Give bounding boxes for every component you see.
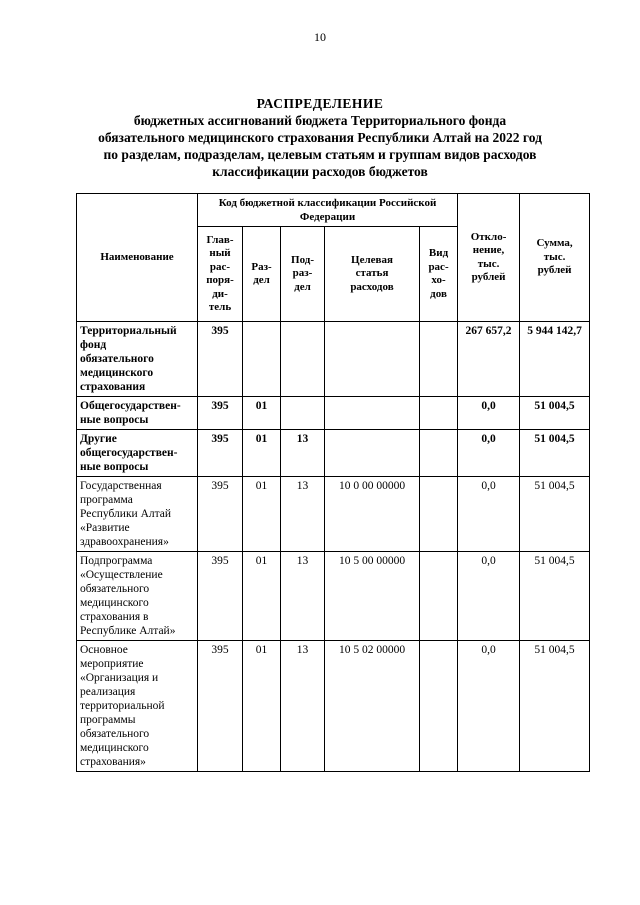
cell-cel: 10 5 02 00000 bbox=[325, 641, 420, 772]
cell-vid bbox=[420, 477, 458, 552]
header-glav: Глав- ный рас- поря- ди- тель bbox=[198, 227, 243, 322]
cell-summa: 51 004,5 bbox=[520, 552, 590, 641]
table-header-row-1 bbox=[77, 194, 590, 227]
table-row bbox=[77, 552, 590, 641]
header-code-group: Код бюджетной классификации Российской Федерации bbox=[198, 194, 458, 227]
cell-cel: 10 0 00 00000 bbox=[325, 477, 420, 552]
header-name: Наименование bbox=[77, 194, 198, 322]
cell-podrazdel: 13 bbox=[281, 477, 325, 552]
cell-glav: 395 bbox=[198, 552, 243, 641]
cell-name: Подпрограмма «Осуществление обязательного медицинского страхования в Республике Алтай» bbox=[77, 552, 198, 641]
cell-name: Общегосударствен- ные вопросы bbox=[77, 397, 198, 430]
header-otkl: Откло- нение, тыс. рублей bbox=[458, 194, 520, 322]
cell-otkl: 0,0 bbox=[458, 477, 520, 552]
cell-cel: 10 5 00 00000 bbox=[325, 552, 420, 641]
heading-line-3: по разделам, подразделам, целевым статьям и группам видов расходов bbox=[103, 147, 537, 162]
cell-glav: 395 bbox=[198, 430, 243, 477]
page-number: 10 bbox=[314, 30, 326, 44]
cell-podrazdel: 13 bbox=[281, 552, 325, 641]
table-row bbox=[77, 322, 590, 397]
cell-otkl: 0,0 bbox=[458, 641, 520, 772]
cell-otkl: 267 657,2 bbox=[458, 322, 520, 397]
cell-otkl: 0,0 bbox=[458, 430, 520, 477]
cell-name: Основное мероприятие «Организация и реализация территориальной программы обязательного медицинского страхования» bbox=[77, 641, 198, 772]
cell-vid bbox=[420, 322, 458, 397]
heading-line-4: классификации расходов бюджетов bbox=[212, 164, 428, 179]
cell-name: Другие общегосударствен- ные вопросы bbox=[77, 430, 198, 477]
budget-table bbox=[76, 193, 590, 772]
cell-cel bbox=[325, 322, 420, 397]
header-vid: Вид рас- хо- дов bbox=[420, 227, 458, 322]
cell-summa: 51 004,5 bbox=[520, 477, 590, 552]
cell-razdel: 01 bbox=[243, 641, 281, 772]
cell-otkl: 0,0 bbox=[458, 397, 520, 430]
cell-glav: 395 bbox=[198, 477, 243, 552]
document-heading bbox=[60, 95, 580, 180]
cell-glav: 395 bbox=[198, 397, 243, 430]
header-summa: Сумма, тыс. рублей bbox=[520, 194, 590, 322]
cell-podrazdel bbox=[281, 322, 325, 397]
table-row bbox=[77, 397, 590, 430]
cell-vid bbox=[420, 430, 458, 477]
cell-podrazdel bbox=[281, 397, 325, 430]
cell-summa: 5 944 142,7 bbox=[520, 322, 590, 397]
cell-glav: 395 bbox=[198, 641, 243, 772]
table-row bbox=[77, 477, 590, 552]
table-row bbox=[77, 641, 590, 772]
table-body bbox=[77, 322, 590, 772]
cell-summa: 51 004,5 bbox=[520, 641, 590, 772]
cell-razdel: 01 bbox=[243, 397, 281, 430]
cell-razdel: 01 bbox=[243, 430, 281, 477]
cell-cel bbox=[325, 430, 420, 477]
cell-vid bbox=[420, 552, 458, 641]
cell-razdel bbox=[243, 322, 281, 397]
cell-name: Территориальный фонд обязательного медицинского страхования bbox=[77, 322, 198, 397]
heading-line-2: обязательного медицинского страхования Республики Алтай на 2022 год bbox=[98, 130, 542, 145]
cell-vid bbox=[420, 397, 458, 430]
cell-glav: 395 bbox=[198, 322, 243, 397]
cell-cel bbox=[325, 397, 420, 430]
heading-title: РАСПРЕДЕЛЕНИЕ bbox=[256, 96, 384, 111]
heading-line-1: бюджетных ассигнований бюджета Территориального фонда bbox=[133, 113, 507, 128]
cell-vid bbox=[420, 641, 458, 772]
cell-razdel: 01 bbox=[243, 552, 281, 641]
header-cel: Целевая статья расходов bbox=[325, 227, 420, 322]
cell-summa: 51 004,5 bbox=[520, 397, 590, 430]
cell-podrazdel: 13 bbox=[281, 641, 325, 772]
header-podrazdel: Под- раз- дел bbox=[281, 227, 325, 322]
cell-name: Государственная программа Республики Алтай «Развитие здравоохранения» bbox=[77, 477, 198, 552]
cell-razdel: 01 bbox=[243, 477, 281, 552]
cell-podrazdel: 13 bbox=[281, 430, 325, 477]
header-razdel: Раз- дел bbox=[243, 227, 281, 322]
cell-otkl: 0,0 bbox=[458, 552, 520, 641]
table-row bbox=[77, 430, 590, 477]
cell-summa: 51 004,5 bbox=[520, 430, 590, 477]
